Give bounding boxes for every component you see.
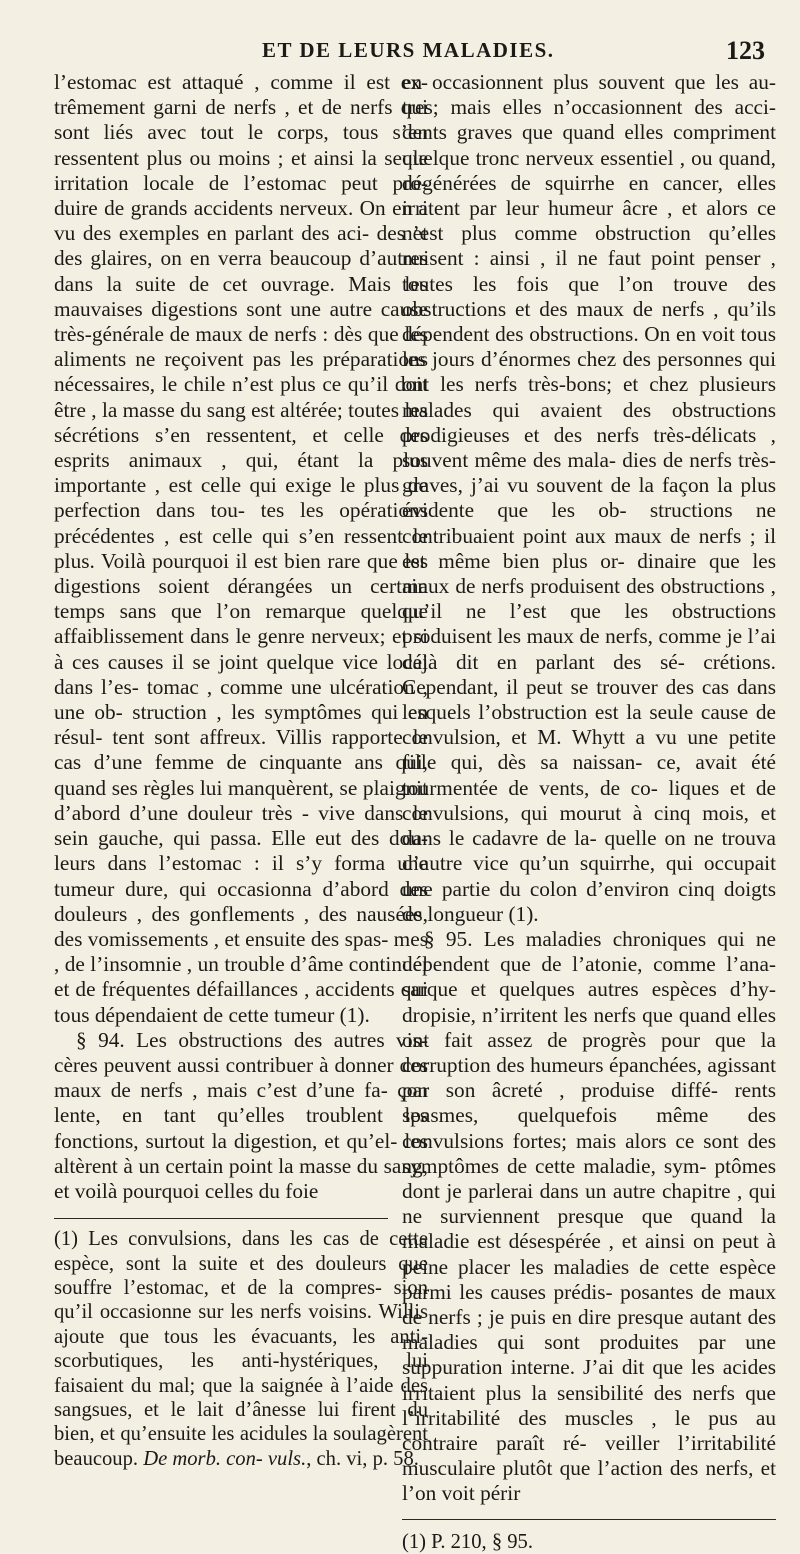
footnote-left: [54, 1227, 428, 1471]
footnote-citation: De morb. con- vuls.: [143, 1447, 307, 1470]
left-column: [54, 70, 428, 1471]
running-head: [0, 34, 800, 68]
footnote-citation-end: , ch. vi, p. 58.: [306, 1447, 419, 1470]
page-number: 123: [726, 36, 765, 65]
footnote-right: (1) P. 210, § 95.: [402, 1530, 534, 1553]
footnote-text: (1) Les convulsions, dans les cas de cette espèce, sont la suite et des douleurs que souffre l’estomac, et de la compres- sion qu’il occasionne sur les nerfs voisins. Willis ajoute que tous les évacuants, les anti-scorbutiques, les anti-hystériques, lui faisaient du mal; que la saignée à l’aide des sangsues, et le lait d’ânesse lui firent du bien, et qu’ensuite les acidules la soulagèrent beaucoup.: [54, 1228, 428, 1470]
running-head-title: ET DE LEURS MALADIES.: [262, 38, 555, 62]
section-94-paragraph: § 94. Les obstructions des autres vis- cères peuvent aussi contribuer à donner des maux de nerfs , mais c’est d’une fa- çon lente, en tant qu’elles troublent les fonctions, surtout la digestion, et qu’el- les altèrent à un certain point la masse du sang, et voilà pourquoi celles du foie: [54, 1027, 428, 1203]
body-paragraph: l’estomac est attaqué , comme il est ex- trêmement garni de nerfs , et de nerfs qui sont liés avec tout le corps, tous s’en ressentent plus ou moins ; et ainsi la seule irritation locale de l’estomac peut pro- duire de grands accidents nerveux. On en a vu des exemples en parlant des aci- des et des glaires, on en verra beaucoup d’autres dans la suite de cet ouvrage. Mais les mauvaises digestions sont une autre cause très-générale de maux de nerfs : dès que les aliments ne reçoivent pas les préparations nécessaires, le chile n’est plus ce qu’il doit être , la masse du sang est altérée; toutes les sécrétions s’en ressentent, et celle des esprits animaux , qui, étant la plus importante , est celle qui exige le plus de perfection dans tou- tes les opérations précédentes , est celle qui s’en ressent le plus. Voilà pourquoi il est bien rare que les digestions soient dérangées un certain temps sans que l’on remarque quelque affaiblissement dans le genre nerveux; et si à ces causes il se joint quelque vice local dans l’es- tomac , comme une ulcération , une ob- struction , les symptômes qui en résul- tent sont affreux. Villis rapporte le cas d’une femme de cinquante ans qui, quand ses règles lui manquèrent, se plaignit d’abord d’une douleur très - vive dans le sein gauche, qui passa. Elle eut des dou- leurs dans l’estomac : il s’y forma une tumeur dure, qui occasionna d’abord des douleurs , des gonflements , des nausées, des vomissements , et ensuite des spas- mes , de l’insomnie , un trouble d’âme continuel et de fréquentes défaillances , accidents qui tous dépendaient de cette tumeur (1).: [54, 70, 428, 1027]
footnote-divider: [402, 1519, 776, 1520]
footnote-divider: [54, 1218, 388, 1219]
right-column: [402, 70, 776, 1554]
body-paragraph: en occasionnent plus souvent que les au- tres; mais elles n’occasionnent des acci- dents graves que quand elles compriment quelque tronc nerveux essentiel , ou quand, dégénérées de squirrhe en cancer, elles irritent par leur humeur âcre , et alors ce n’est plus comme obstruction qu’elles nuisent : ainsi , il ne faut point penser , toutes les fois que l’on trouve des obstructions et des maux de nerfs , qu’ils dépendent des obstructions. On en voit tous les jours d’énormes chez des personnes qui ont les nerfs très-bons; et chez plusieurs malades qui avaient des obstructions prodigieuses et des nerfs très-délicats , souvent même des mala- dies de nerfs très-graves, j’ai vu souvent de la façon la plus évidente que les ob- structions ne contribuaient point aux maux de nerfs ; il est même bien plus or- dinaire que les maux de nerfs produisent des obstructions , qu’il ne l’est que les obstructions produisent les maux de nerfs, comme je l’ai déjà dit en parlant des sé- crétions. Cependant, il peut se trouver des cas dans lesquels l’obstruction est la seule cause de convulsion, et M. Whytt a vu une petite fille qui, dès sa naissan- ce, avait été tourmentée de vents, de co- liques et de convulsions, qui mourut à cinq mois, et dans le cadavre de la- quelle on ne trouva d’autre vice qu’un squirrhe, qui occupait une partie du colon d’environ cinq doigts de longueur (1).: [402, 70, 776, 926]
section-95-paragraph: § 95. Les maladies chroniques qui ne dépendent que de l’atonie, comme l’ana- sarque et quelques autres espèces d’hy- dropisie, n’irritent les nerfs que quand elles ont fait assez de progrès pour que la corruption des humeurs épanchées, agissant par son âcreté , produise diffé- rents spasmes, quelquefois même des convulsions fortes; mais alors ce sont des symptômes de cette maladie, sym- ptômes dont je parlerai dans un autre chapitre , qui ne surviennent presque que quand la maladie est désespérée , et ainsi on peut à peine placer les maladies de cette espèce parmi les causes prédis- posantes de maux de nerfs ; je puis en dire presque autant des maladies qui sont produites par une suppuration interne. J’ai dit que les acides irritaient plus la sensibilité des nerfs que l’irritabilité des muscles , le pus au contraire paraît ré- veiller l’irritabilité musculaire plutôt que l’action des nerfs, et l’on voit périr: [402, 926, 776, 1506]
